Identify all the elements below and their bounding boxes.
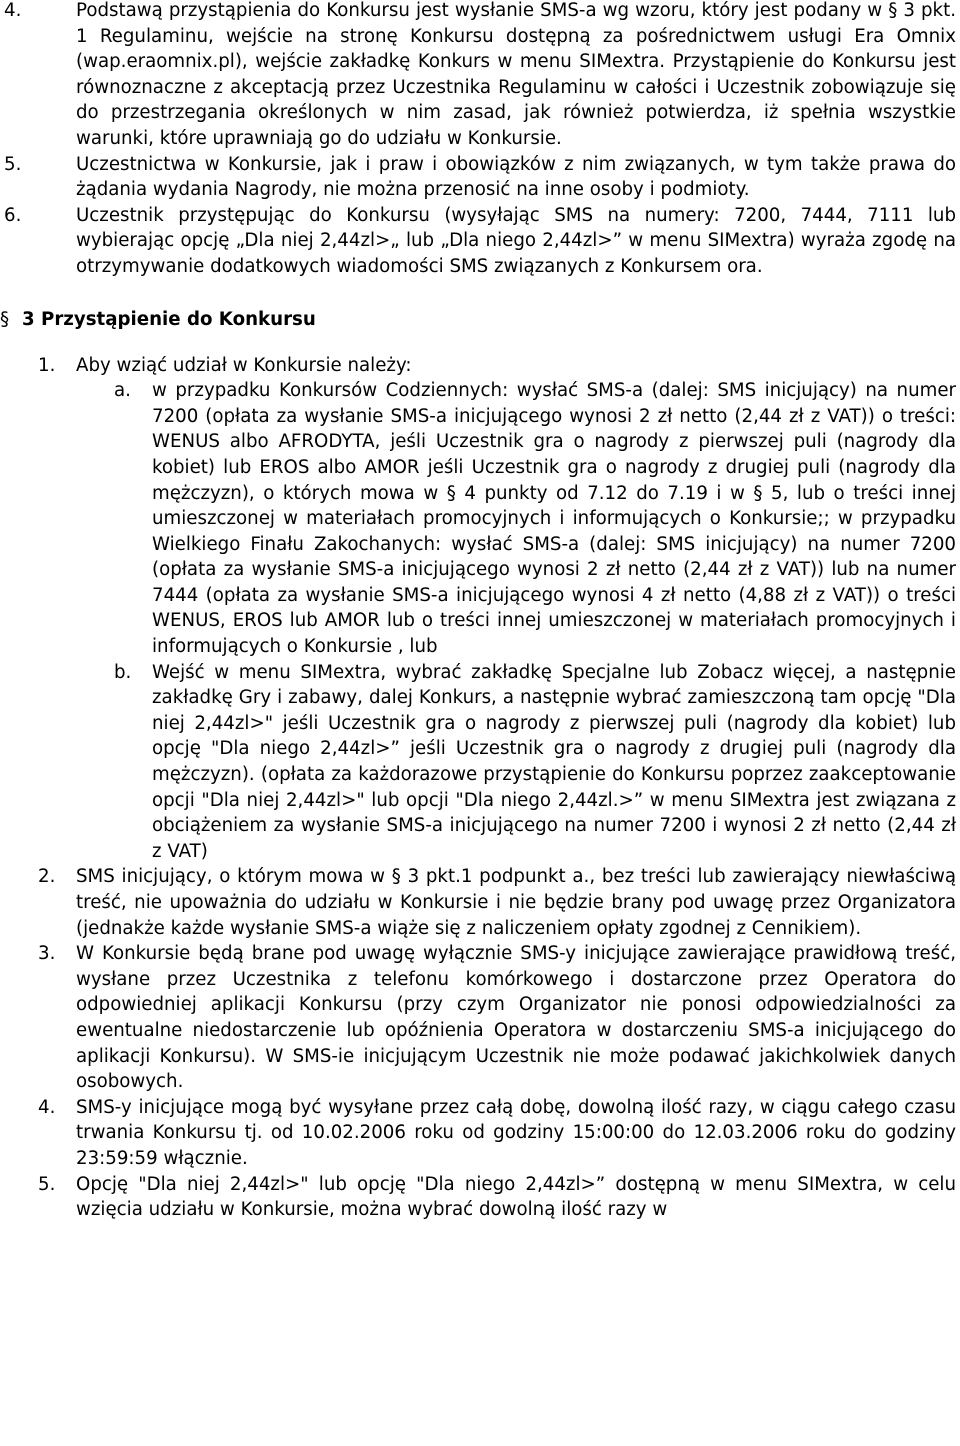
- subparagraph-3-1-a: [0, 378, 960, 660]
- paragraph-2-5: [0, 152, 960, 203]
- list-number: 5.: [4, 153, 22, 175]
- paragraph-3-4: [0, 1095, 960, 1172]
- list-number: 3.: [38, 943, 56, 965]
- paragraph-text: Uczestnictwa w Konkursie, jak i praw i obowiązków z nim związanych, w tym także prawa do żądania wydania Nagrody, nie można przenosić na inne osoby i podmioty.: [76, 153, 956, 201]
- list-number: 6.: [4, 204, 22, 226]
- paragraph-2-4: [0, 0, 960, 152]
- paragraph-text: w przypadku Konkursów Codziennych: wysłać SMS-a (dalej: SMS inicjujący) na numer 7200 (opłata za wysłanie SMS-a inicjującego wynosi 2 zł netto (2,44 zł z VAT)) o treści: WENUS albo AFRODYTA, jeśli Uczestnik gra o nagrody z pierwszej puli (nagrody dla kobiet) lub EROS albo AMOR jeśli Uczestnik gra o nagrody z drugiej puli (nagrody dla mężczyzn), o których mowa w § 4 punkty od 7.12 do 7.19 i w § 5, lub o treści innej umieszczonej w materiałach promocyjnych i informujących o Konkursie;; w przypadku Wielkiego Finału Zakochanych: wysłać SMS-a (dalej: SMS inicjujący) na numer 7200 (opłata za wysłanie SMS-a inicjującego wynosi 2 zł netto (2,44 zł z VAT)) lub na numer 7444 (opłata za wysłanie SMS-a inicjującego wynosi 4 zł netto (4,88 zł z VAT)) o treści WENUS, EROS lub AMOR lub o treści innej umieszczonej w materiałach promocyjnych i informujących o Konkursie , lub: [152, 380, 956, 658]
- list-number: 1.: [38, 354, 56, 376]
- section-symbol: §: [0, 308, 10, 330]
- list-number: 5.: [38, 1173, 56, 1195]
- list-letter: a.: [114, 380, 131, 402]
- list-letter: b.: [114, 661, 132, 683]
- paragraph-text: SMS-y inicjujące mogą być wysyłane przez całą dobę, dowolną ilość razy, w ciągu całego czasu trwania Konkursu tj. od 10.02.2006 roku od godziny 15:00:00 do 12.03.2006 roku do godziny 23:59:59 włącznie.: [76, 1096, 956, 1169]
- paragraph-text: Aby wziąć udział w Konkursie należy:: [76, 354, 412, 376]
- paragraph-text: Opcję "Dla niej 2,44zl>" lub opcję "Dla niego 2,44zl>” dostępną w menu SIMextra, w celu wzięcia udziału w Konkursie, można wybrać dowolną ilość razy w: [76, 1173, 956, 1221]
- paragraph-3-5: [0, 1172, 960, 1223]
- paragraph-text: Wejść w menu SIMextra, wybrać zakładkę Specjalne lub Zobacz więcej, a następnie zakładkę Gry i zabawy, dalej Konkurs, a następnie wybrać zamieszczoną tam opcję "Dla niej 2,44zl>" jeśli Uczestnik gra o nagrody z pierwszej puli (nagrody dla kobiet) lub opcję "Dla niego 2,44zl>” jeśli Uczestnik gra o nagrody z drugiej puli (nagrody dla mężczyzn). (opłata za każdorazowe przystąpienie do Konkursu poprzez zaakceptowanie opcji "Dla niej 2,44zl>" lub opcji "Dla niego 2,44zl.>” w menu SIMextra jest związana z obciążeniem za wysłanie SMS-a inicjującego na numer 7200 i wynosi 2 zł netto (2,44 zł z VAT): [152, 661, 956, 862]
- paragraph-text: Uczestnik przystępując do Konkursu (wysyłając SMS na numery: 7200, 7444, 7111 lub wybierając opcję „Dla niej 2,44zl>„ lub „Dla niego 2,44zl>” w menu SIMextra) wyraża zgodę na otrzymywanie dodatkowych wiadomości SMS związanych z Konkursem ora.: [76, 204, 956, 277]
- paragraph-2-6: [0, 203, 960, 280]
- list-number: 4.: [4, 0, 22, 21]
- list-number: 2.: [38, 866, 56, 888]
- paragraph-text: SMS inicjujący, o którym mowa w § 3 pkt.1 podpunkt a., bez treści lub zawierający niewłaściwą treść, nie upoważnia do udziału w Konkursie i nie będzie brany pod uwagę przez Organizatora (jednakże każde wysłanie SMS-a wiąże się z naliczeniem opłaty zgodnej z Cennikiem).: [76, 866, 956, 939]
- paragraph-text: Podstawą przystąpienia do Konkursu jest wysłanie SMS-a wg wzoru, który jest podany w § 3 pkt. 1 Regulaminu, wejście na stronę Konkursu dostępną za pośrednictwem usługi Era Omnix (wap.eraomnix.pl), wejście zakładkę Konkurs w menu SIMextra. Przystąpienie do Konkursu jest równoznaczne z akceptacją przez Uczestnika Regulaminu w całości i Uczestnik zobowiązuje się do przestrzegania określonych w nim zasad, jak również potwierdza, iż spełnia wszystkie warunki, które uprawniają go do udziału w Konkursie.: [76, 0, 956, 149]
- section-heading: [0, 307, 960, 333]
- subparagraph-3-1-b: [0, 660, 960, 865]
- paragraph-3-2: [0, 864, 960, 941]
- list-number: 4.: [38, 1096, 56, 1118]
- paragraph-3-1: [0, 353, 960, 379]
- paragraph-text: W Konkursie będą brane pod uwagę wyłącznie SMS-y inicjujące zawierające prawidłową treść, wysłane przez Uczestnika z telefonu komórkowego i dostarczone przez Operatora do odpowiedniej aplikacji Konkursu (przy czym Organizator nie ponosi odpowiedzialności za ewentualne niedostarczenie lub opóźnienia Operatora w dostarczeniu SMS-a inicjującego do aplikacji Konkursu). W SMS-ie inicjującym Uczestnik nie może podawać jakichkolwiek danych osobowych.: [76, 943, 956, 1093]
- paragraph-3-3: [0, 941, 960, 1095]
- section-title: 3 Przystąpienie do Konkursu: [22, 308, 316, 330]
